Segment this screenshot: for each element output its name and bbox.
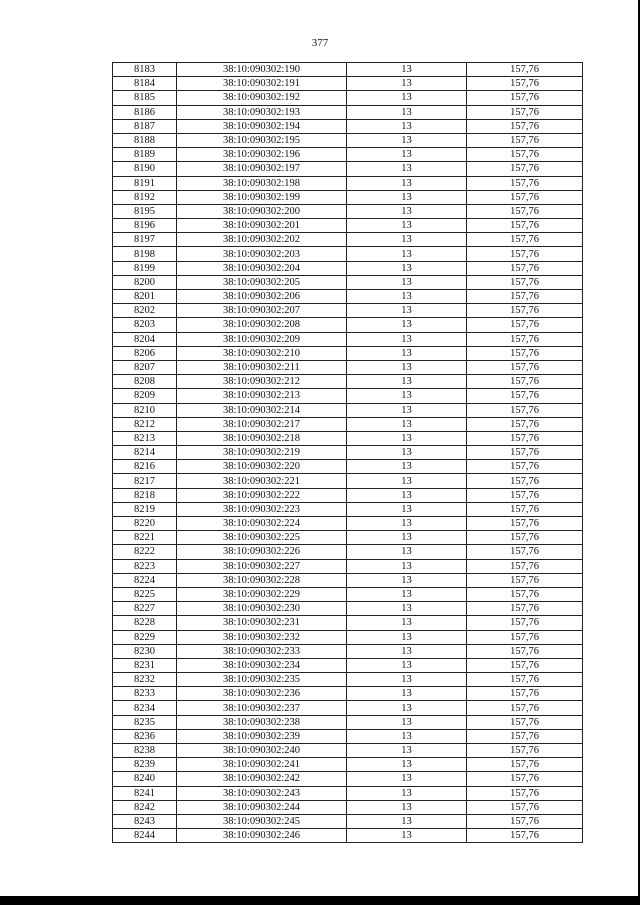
cadastral-number-cell: 38:10:090302:242 [177,772,347,786]
row-number-cell: 8232 [113,673,177,687]
row-number-cell: 8189 [113,148,177,162]
table-row [113,687,583,701]
area-cell: 13 [347,474,467,488]
table-row [113,644,583,658]
value-cell: 157,76 [467,687,583,701]
value-cell: 157,76 [467,729,583,743]
area-cell: 13 [347,658,467,672]
table-row [113,786,583,800]
row-number-cell: 8196 [113,219,177,233]
cadastral-number-cell: 38:10:090302:224 [177,517,347,531]
cadastral-number-cell: 38:10:090302:193 [177,105,347,119]
row-number-cell: 8209 [113,389,177,403]
row-number-cell: 8244 [113,829,177,843]
value-cell: 157,76 [467,474,583,488]
cadastral-number-cell: 38:10:090302:244 [177,800,347,814]
table-row [113,517,583,531]
value-cell: 157,76 [467,446,583,460]
table-row [113,587,583,601]
value-cell: 157,76 [467,77,583,91]
area-cell: 13 [347,517,467,531]
table-row [113,233,583,247]
table-row [113,715,583,729]
row-number-cell: 8188 [113,133,177,147]
scan-edge-bottom [0,896,640,905]
value-cell: 157,76 [467,517,583,531]
table-row [113,148,583,162]
row-number-cell: 8225 [113,587,177,601]
value-cell: 157,76 [467,304,583,318]
value-cell: 157,76 [467,715,583,729]
table-row [113,488,583,502]
cadastral-number-cell: 38:10:090302:234 [177,658,347,672]
area-cell: 13 [347,488,467,502]
table-body [113,63,583,843]
value-cell: 157,76 [467,261,583,275]
cadastral-number-cell: 38:10:090302:196 [177,148,347,162]
table-row [113,304,583,318]
value-cell: 157,76 [467,630,583,644]
cadastral-number-cell: 38:10:090302:239 [177,729,347,743]
table-row [113,346,583,360]
table-row [113,814,583,828]
value-cell: 157,76 [467,119,583,133]
row-number-cell: 8216 [113,460,177,474]
row-number-cell: 8219 [113,502,177,516]
value-cell: 157,76 [467,91,583,105]
table-row [113,474,583,488]
value-cell: 157,76 [467,204,583,218]
row-number-cell: 8200 [113,275,177,289]
value-cell: 157,76 [467,219,583,233]
table-row [113,133,583,147]
area-cell: 13 [347,644,467,658]
area-cell: 13 [347,105,467,119]
row-number-cell: 8185 [113,91,177,105]
area-cell: 13 [347,616,467,630]
row-number-cell: 8240 [113,772,177,786]
cadastral-number-cell: 38:10:090302:220 [177,460,347,474]
cadastral-number-cell: 38:10:090302:221 [177,474,347,488]
value-cell: 157,76 [467,431,583,445]
row-number-cell: 8231 [113,658,177,672]
value-cell: 157,76 [467,460,583,474]
area-cell: 13 [347,219,467,233]
row-number-cell: 8217 [113,474,177,488]
area-cell: 13 [347,389,467,403]
table-row [113,531,583,545]
cadastral-number-cell: 38:10:090302:235 [177,673,347,687]
value-cell: 157,76 [467,346,583,360]
cadastral-number-cell: 38:10:090302:233 [177,644,347,658]
area-cell: 13 [347,261,467,275]
row-number-cell: 8192 [113,190,177,204]
area-cell: 13 [347,360,467,374]
value-cell: 157,76 [467,545,583,559]
area-cell: 13 [347,346,467,360]
value-cell: 157,76 [467,758,583,772]
cadastral-number-cell: 38:10:090302:208 [177,318,347,332]
table-row [113,673,583,687]
row-number-cell: 8241 [113,786,177,800]
row-number-cell: 8228 [113,616,177,630]
value-cell: 157,76 [467,772,583,786]
area-cell: 13 [347,77,467,91]
area-cell: 13 [347,587,467,601]
value-cell: 157,76 [467,133,583,147]
area-cell: 13 [347,829,467,843]
area-cell: 13 [347,573,467,587]
area-cell: 13 [347,502,467,516]
row-number-cell: 8208 [113,375,177,389]
row-number-cell: 8201 [113,290,177,304]
table-row [113,91,583,105]
table-row [113,247,583,261]
value-cell: 157,76 [467,275,583,289]
value-cell: 157,76 [467,389,583,403]
value-cell: 157,76 [467,375,583,389]
cadastral-number-cell: 38:10:090302:206 [177,290,347,304]
table-row [113,460,583,474]
row-number-cell: 8218 [113,488,177,502]
value-cell: 157,76 [467,701,583,715]
row-number-cell: 8187 [113,119,177,133]
area-cell: 13 [347,304,467,318]
cadastral-number-cell: 38:10:090302:219 [177,446,347,460]
area-cell: 13 [347,630,467,644]
value-cell: 157,76 [467,800,583,814]
table-row [113,545,583,559]
table-row [113,360,583,374]
cadastral-number-cell: 38:10:090302:214 [177,403,347,417]
area-cell: 13 [347,162,467,176]
cadastral-number-cell: 38:10:090302:211 [177,360,347,374]
table-row [113,219,583,233]
cadastral-number-cell: 38:10:090302:190 [177,63,347,77]
cadastral-number-cell: 38:10:090302:194 [177,119,347,133]
area-cell: 13 [347,729,467,743]
cadastral-number-cell: 38:10:090302:222 [177,488,347,502]
row-number-cell: 8199 [113,261,177,275]
cadastral-number-cell: 38:10:090302:191 [177,77,347,91]
area-cell: 13 [347,148,467,162]
value-cell: 157,76 [467,105,583,119]
table-row [113,162,583,176]
row-number-cell: 8191 [113,176,177,190]
value-cell: 157,76 [467,290,583,304]
value-cell: 157,76 [467,814,583,828]
table-row [113,204,583,218]
cadastral-number-cell: 38:10:090302:238 [177,715,347,729]
cadastral-number-cell: 38:10:090302:207 [177,304,347,318]
area-cell: 13 [347,758,467,772]
value-cell: 157,76 [467,148,583,162]
value-cell: 157,76 [467,488,583,502]
table-row [113,701,583,715]
table-row [113,559,583,573]
row-number-cell: 8220 [113,517,177,531]
table-row [113,290,583,304]
cadastral-number-cell: 38:10:090302:205 [177,275,347,289]
area-cell: 13 [347,431,467,445]
table-row [113,63,583,77]
area-cell: 13 [347,545,467,559]
row-number-cell: 8243 [113,814,177,828]
value-cell: 157,76 [467,587,583,601]
page-number: 377 [311,37,329,49]
area-cell: 13 [347,814,467,828]
area-cell: 13 [347,318,467,332]
area-cell: 13 [347,786,467,800]
row-number-cell: 8221 [113,531,177,545]
area-cell: 13 [347,772,467,786]
area-cell: 13 [347,559,467,573]
table-row [113,602,583,616]
area-cell: 13 [347,133,467,147]
row-number-cell: 8229 [113,630,177,644]
value-cell: 157,76 [467,673,583,687]
row-number-cell: 8214 [113,446,177,460]
area-cell: 13 [347,403,467,417]
row-number-cell: 8195 [113,204,177,218]
table-row [113,431,583,445]
value-cell: 157,76 [467,829,583,843]
row-number-cell: 8236 [113,729,177,743]
table-row [113,403,583,417]
table-row [113,829,583,843]
row-number-cell: 8224 [113,573,177,587]
row-number-cell: 8212 [113,417,177,431]
cadastral-number-cell: 38:10:090302:227 [177,559,347,573]
table-row [113,275,583,289]
cadastral-number-cell: 38:10:090302:230 [177,602,347,616]
cadastral-number-cell: 38:10:090302:236 [177,687,347,701]
table-row [113,658,583,672]
value-cell: 157,76 [467,616,583,630]
data-table [112,62,583,843]
area-cell: 13 [347,800,467,814]
area-cell: 13 [347,91,467,105]
area-cell: 13 [347,460,467,474]
area-cell: 13 [347,715,467,729]
value-cell: 157,76 [467,63,583,77]
table-row [113,616,583,630]
cadastral-number-cell: 38:10:090302:225 [177,531,347,545]
row-number-cell: 8206 [113,346,177,360]
value-cell: 157,76 [467,176,583,190]
cadastral-number-cell: 38:10:090302:213 [177,389,347,403]
row-number-cell: 8222 [113,545,177,559]
row-number-cell: 8207 [113,360,177,374]
cadastral-number-cell: 38:10:090302:204 [177,261,347,275]
value-cell: 157,76 [467,644,583,658]
cadastral-number-cell: 38:10:090302:223 [177,502,347,516]
table-row [113,389,583,403]
row-number-cell: 8239 [113,758,177,772]
row-number-cell: 8183 [113,63,177,77]
table-row [113,77,583,91]
area-cell: 13 [347,375,467,389]
area-cell: 13 [347,290,467,304]
table-row [113,772,583,786]
row-number-cell: 8235 [113,715,177,729]
row-number-cell: 8198 [113,247,177,261]
value-cell: 157,76 [467,403,583,417]
area-cell: 13 [347,275,467,289]
area-cell: 13 [347,687,467,701]
cadastral-number-cell: 38:10:090302:229 [177,587,347,601]
area-cell: 13 [347,446,467,460]
cadastral-number-cell: 38:10:090302:228 [177,573,347,587]
area-cell: 13 [347,531,467,545]
row-number-cell: 8223 [113,559,177,573]
value-cell: 157,76 [467,417,583,431]
value-cell: 157,76 [467,318,583,332]
cadastral-number-cell: 38:10:090302:241 [177,758,347,772]
table-row [113,502,583,516]
data-table-container [112,62,582,843]
value-cell: 157,76 [467,573,583,587]
row-number-cell: 8234 [113,701,177,715]
cadastral-number-cell: 38:10:090302:217 [177,417,347,431]
value-cell: 157,76 [467,502,583,516]
value-cell: 157,76 [467,162,583,176]
area-cell: 13 [347,247,467,261]
area-cell: 13 [347,602,467,616]
cadastral-number-cell: 38:10:090302:202 [177,233,347,247]
area-cell: 13 [347,190,467,204]
value-cell: 157,76 [467,602,583,616]
row-number-cell: 8213 [113,431,177,445]
table-row [113,176,583,190]
cadastral-number-cell: 38:10:090302:231 [177,616,347,630]
value-cell: 157,76 [467,233,583,247]
value-cell: 157,76 [467,559,583,573]
cadastral-number-cell: 38:10:090302:243 [177,786,347,800]
table-row [113,800,583,814]
row-number-cell: 8202 [113,304,177,318]
value-cell: 157,76 [467,247,583,261]
area-cell: 13 [347,176,467,190]
cadastral-number-cell: 38:10:090302:197 [177,162,347,176]
value-cell: 157,76 [467,332,583,346]
table-row [113,758,583,772]
value-cell: 157,76 [467,744,583,758]
row-number-cell: 8227 [113,602,177,616]
cadastral-number-cell: 38:10:090302:237 [177,701,347,715]
area-cell: 13 [347,417,467,431]
cadastral-number-cell: 38:10:090302:240 [177,744,347,758]
value-cell: 157,76 [467,190,583,204]
area-cell: 13 [347,204,467,218]
cadastral-number-cell: 38:10:090302:198 [177,176,347,190]
table-row [113,375,583,389]
cadastral-number-cell: 38:10:090302:210 [177,346,347,360]
row-number-cell: 8186 [113,105,177,119]
table-row [113,446,583,460]
area-cell: 13 [347,673,467,687]
table-row [113,332,583,346]
cadastral-number-cell: 38:10:090302:201 [177,219,347,233]
cadastral-number-cell: 38:10:090302:218 [177,431,347,445]
area-cell: 13 [347,119,467,133]
row-number-cell: 8204 [113,332,177,346]
row-number-cell: 8190 [113,162,177,176]
cadastral-number-cell: 38:10:090302:192 [177,91,347,105]
area-cell: 13 [347,744,467,758]
area-cell: 13 [347,63,467,77]
table-row [113,119,583,133]
table-row [113,744,583,758]
value-cell: 157,76 [467,360,583,374]
row-number-cell: 8203 [113,318,177,332]
area-cell: 13 [347,332,467,346]
cadastral-number-cell: 38:10:090302:246 [177,829,347,843]
cadastral-number-cell: 38:10:090302:203 [177,247,347,261]
cadastral-number-cell: 38:10:090302:245 [177,814,347,828]
row-number-cell: 8184 [113,77,177,91]
value-cell: 157,76 [467,786,583,800]
table-row [113,417,583,431]
table-row [113,261,583,275]
value-cell: 157,76 [467,658,583,672]
table-row [113,729,583,743]
row-number-cell: 8197 [113,233,177,247]
area-cell: 13 [347,701,467,715]
area-cell: 13 [347,233,467,247]
table-row [113,630,583,644]
cadastral-number-cell: 38:10:090302:232 [177,630,347,644]
table-row [113,105,583,119]
table-row [113,318,583,332]
cadastral-number-cell: 38:10:090302:226 [177,545,347,559]
cadastral-number-cell: 38:10:090302:209 [177,332,347,346]
table-row [113,573,583,587]
cadastral-number-cell: 38:10:090302:212 [177,375,347,389]
table-row [113,190,583,204]
value-cell: 157,76 [467,531,583,545]
row-number-cell: 8233 [113,687,177,701]
row-number-cell: 8242 [113,800,177,814]
cadastral-number-cell: 38:10:090302:195 [177,133,347,147]
row-number-cell: 8230 [113,644,177,658]
row-number-cell: 8238 [113,744,177,758]
cadastral-number-cell: 38:10:090302:200 [177,204,347,218]
row-number-cell: 8210 [113,403,177,417]
cadastral-number-cell: 38:10:090302:199 [177,190,347,204]
